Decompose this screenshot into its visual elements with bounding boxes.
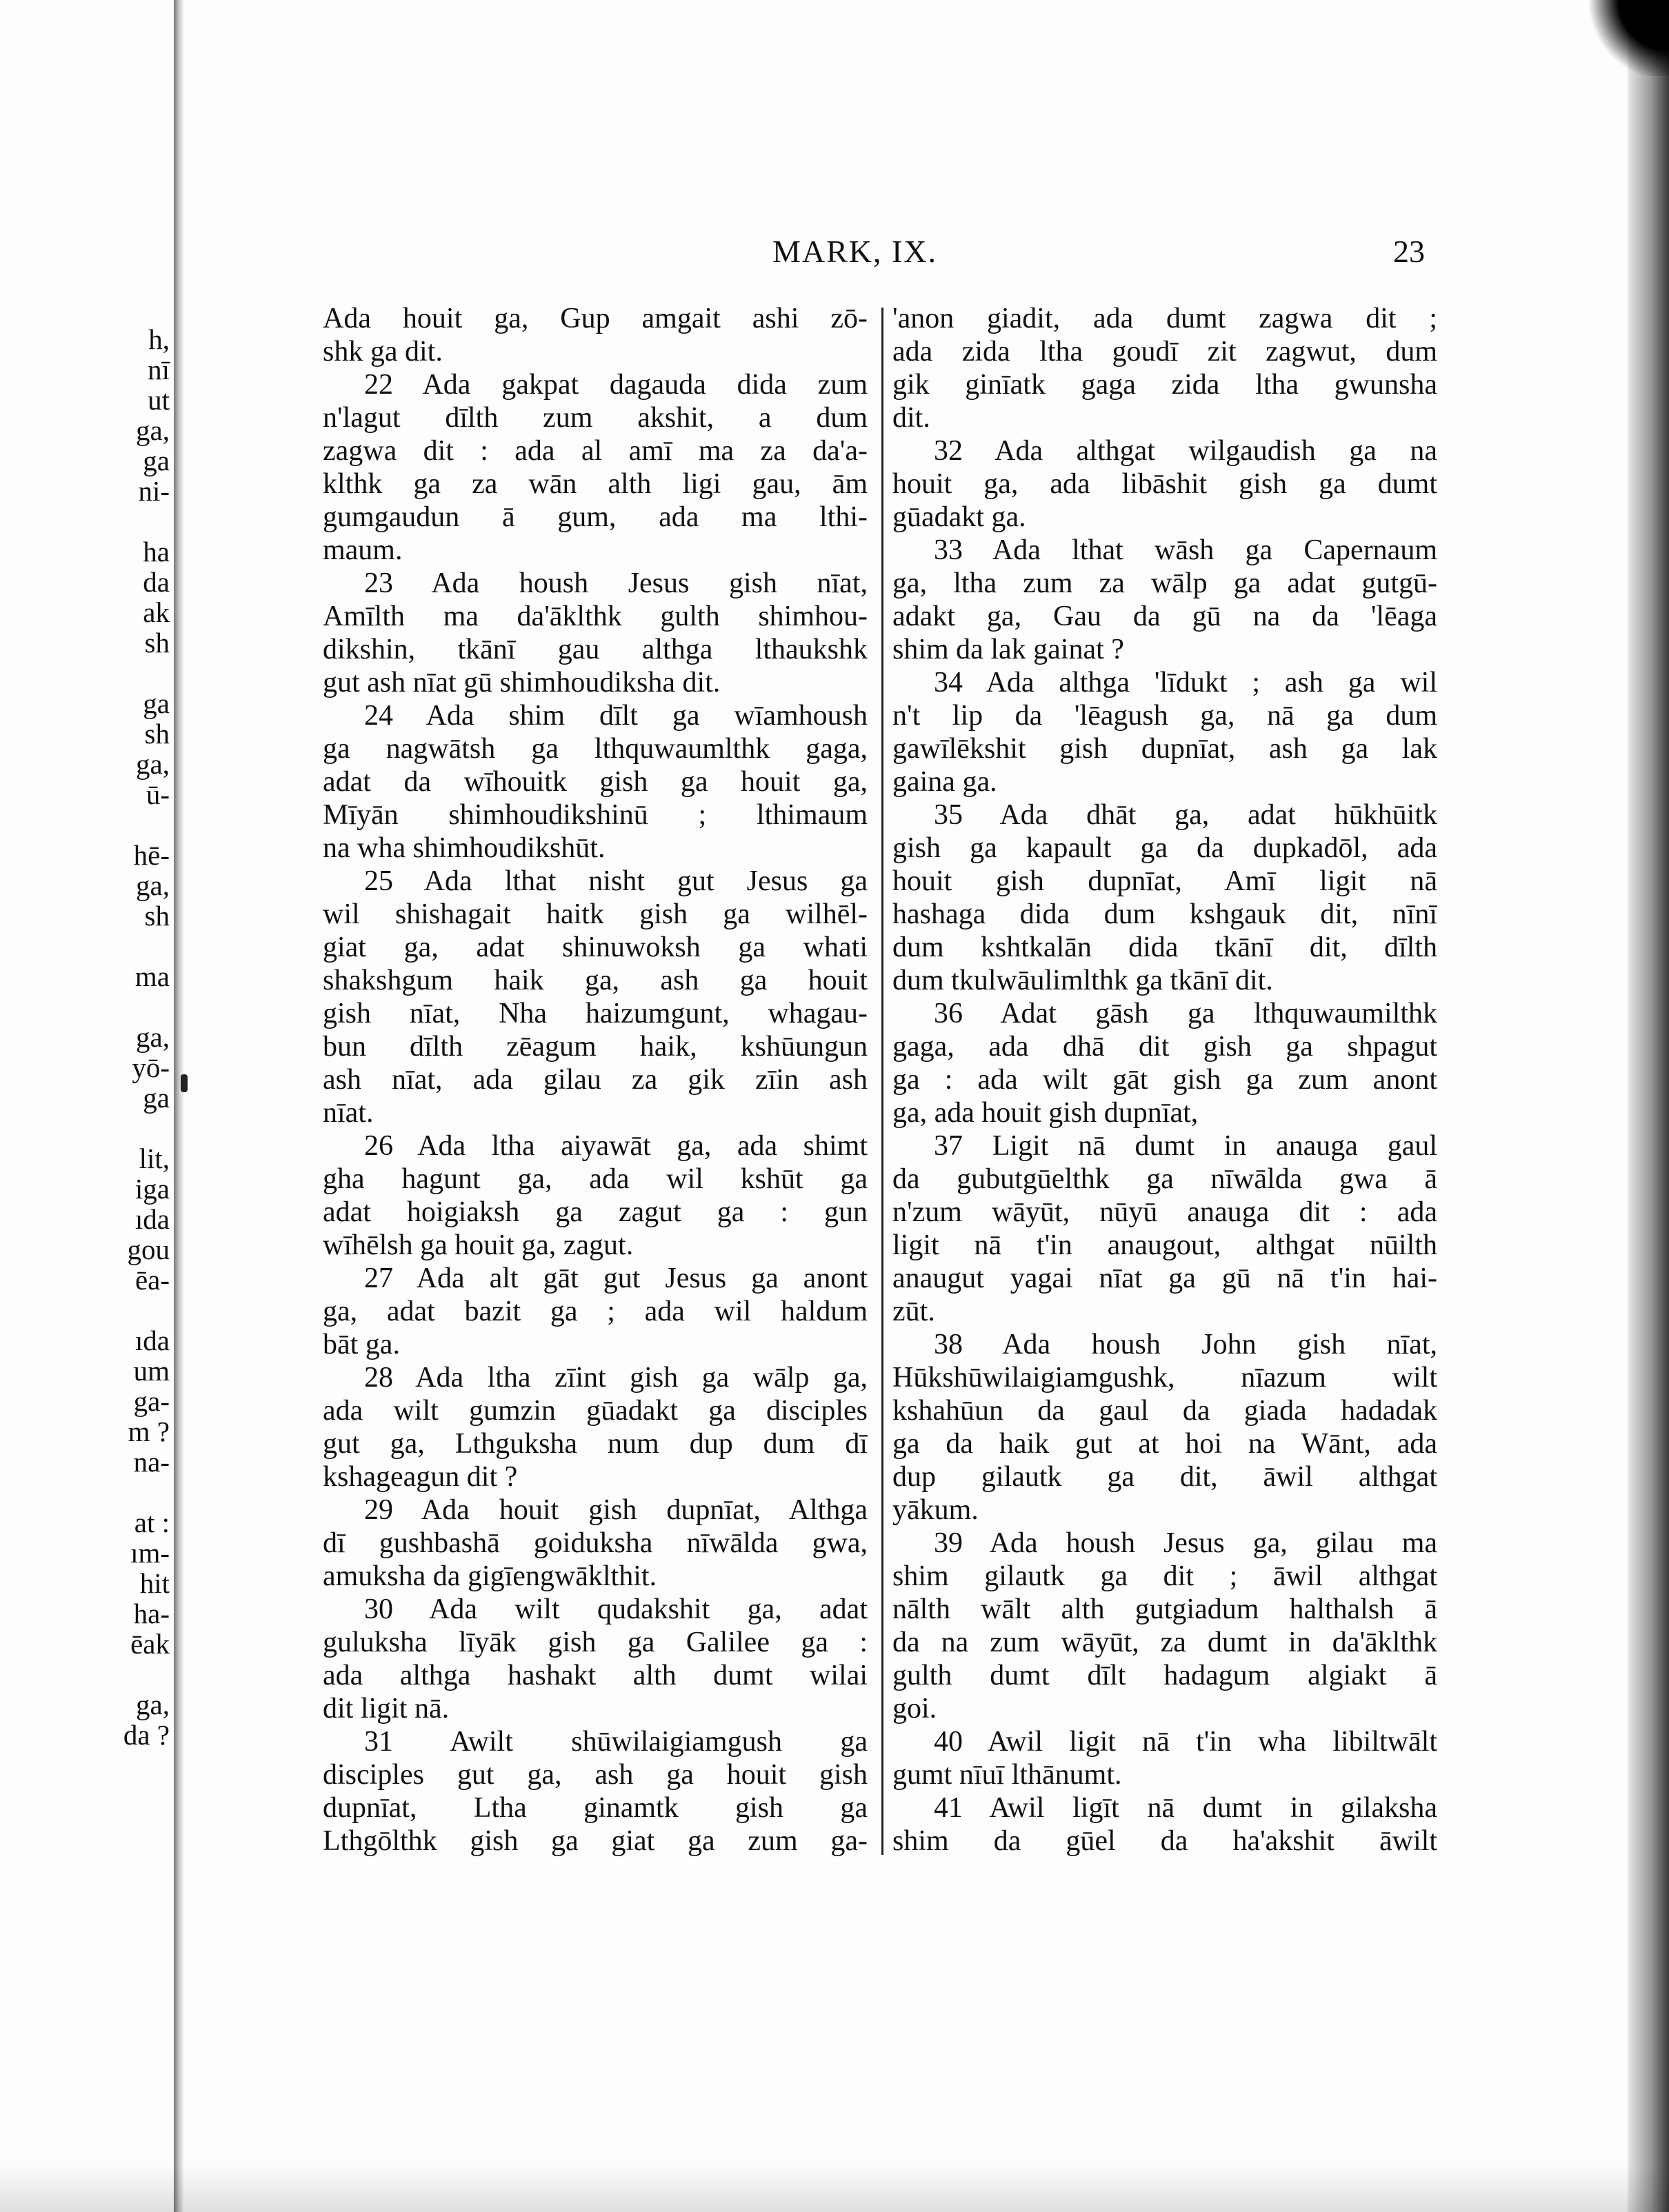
text-line: 38 Ada housh John gish nīat, <box>934 1329 1437 1360</box>
text-line: adat da wīhouitk gish ga houit ga, <box>323 766 868 798</box>
text-line: houit ga, ada libāshit gish ga dumt <box>892 468 1437 500</box>
text-line: dit. <box>892 402 930 434</box>
text-line: disciples gut ga, ash ga houit gish <box>323 1759 868 1791</box>
text-line: 28 Ada ltha zīint gish ga wālp ga, <box>364 1362 868 1394</box>
fragment-line: ga- <box>133 1385 170 1417</box>
text-line: gawīlēkshit gish dupnīat, ash ga lak <box>892 733 1437 765</box>
text-line: bun dīlth zēagum haik, kshūungun <box>323 1031 868 1063</box>
fragment-line: lit, <box>139 1143 170 1174</box>
fragment-line: ha <box>143 536 170 567</box>
text-line: dikshin, tkānī gau althga lthaukshk <box>323 634 868 665</box>
text-line: 34 Ada althga 'līdukt ; ash ga wil <box>934 667 1437 698</box>
fragment-line: ga, <box>136 869 170 901</box>
text-line: ash nīat, ada gilau za gik zīin ash <box>323 1064 868 1096</box>
fragment-line: ga, <box>136 1021 170 1053</box>
text-line: 23 Ada housh Jesus gish nīat, <box>364 567 868 599</box>
text-line: dit ligit nā. <box>323 1693 450 1725</box>
text-line: klthk ga za wān alth ligi gau, ām <box>323 468 868 500</box>
previous-page-fragment <box>0 0 172 2212</box>
text-line: dī gushbashā goiduksha nīwālda gwa, <box>323 1527 868 1559</box>
text-line: anaugut yagai nīat ga gū nā t'in hai- <box>892 1263 1437 1294</box>
text-line: bāt ga. <box>323 1329 400 1360</box>
fragment-line: sh <box>144 900 170 932</box>
page-number: 23 <box>1393 234 1425 269</box>
ink-spot <box>181 1074 188 1092</box>
fragment-line: ni- <box>138 475 170 507</box>
text-line: dupnīat, Ltha ginamtk gish ga <box>323 1792 868 1824</box>
text-line: amuksha da gigīengwāklthit. <box>323 1560 657 1592</box>
text-line: 41 Awil ligīt nā dumt in gilaksha <box>934 1792 1437 1824</box>
text-line: 39 Ada housh Jesus ga, gilau ma <box>934 1527 1437 1559</box>
text-line: shk ga dit. <box>323 336 443 368</box>
text-line: da gubutgūelthk ga nīwālda gwa ā <box>892 1163 1437 1195</box>
text-line: gumgaudun ā gum, ada ma lthi- <box>323 501 868 533</box>
text-line: hashaga dida dum kshgauk dit, nīnī <box>892 898 1437 930</box>
text-line: dup gilautk ga dit, āwil althgat <box>892 1461 1437 1493</box>
text-line: nīat. <box>323 1097 374 1129</box>
text-line: 35 Ada dhāt ga, adat hūkhūitk <box>934 799 1437 831</box>
fragment-line: ēa- <box>134 1264 170 1296</box>
fragment-line: na- <box>133 1446 170 1478</box>
text-line: ga, ada houit gish dupnīat, <box>892 1097 1199 1129</box>
text-line: houit gish dupnīat, Amī ligit nā <box>892 865 1437 897</box>
text-line: 24 Ada shim dīlt ga wīamhoush <box>364 700 868 732</box>
text-line: 'anon giadit, ada dumt zagwa dit ; <box>892 303 1437 334</box>
text-line: goi. <box>892 1693 937 1725</box>
fragment-line: ım- <box>130 1537 170 1569</box>
text-line: gaina ga. <box>892 766 997 798</box>
text-line: ada wilt gumzin gūadakt ga disciples <box>323 1395 868 1427</box>
text-line: guluksha līyāk gish ga Galilee ga : <box>323 1627 868 1658</box>
text-line: 32 Ada althgat wilgaudish ga na <box>934 435 1437 467</box>
text-line: ga, ltha zum za wālp ga adat gutgū- <box>892 567 1437 599</box>
text-line: yākum. <box>892 1494 979 1526</box>
text-line: Lthgōlthk gish ga giat ga zum ga- <box>323 1825 868 1857</box>
text-line: wil shishagait haitk gish ga wilhēl- <box>323 898 868 930</box>
page-edge-shadow <box>1628 0 1669 2212</box>
text-line: shakshgum haik ga, ash ga houit <box>323 965 868 996</box>
text-line: adakt ga, Gau da gū na da 'lēaga <box>892 601 1437 632</box>
fragment-line: gou <box>127 1234 170 1265</box>
text-line: zagwa dit : ada al amī ma za da'a- <box>323 435 868 467</box>
fragment-line: ēak <box>130 1628 170 1660</box>
text-line: ada althga hashakt alth dumt wilai <box>323 1660 868 1691</box>
fragment-line: sh <box>144 718 170 750</box>
text-line: 22 Ada gakpat dagauda dida zum <box>364 369 868 401</box>
text-line: n't lip da 'lēagush ga, nā ga dum <box>892 700 1437 732</box>
fragment-line: m ? <box>128 1416 170 1447</box>
text-line: ga : ada wilt gāt gish ga zum anont <box>892 1064 1437 1096</box>
text-line: gaga, ada dhā dit gish ga shpagut <box>892 1031 1437 1063</box>
fragment-line: yō- <box>132 1052 170 1083</box>
text-line: wīhēlsh ga houit ga, zagut. <box>323 1229 634 1261</box>
fragment-line: ga <box>143 687 170 719</box>
text-line: dum tkulwāulimlthk ga tkānī dit. <box>892 965 1273 996</box>
text-line: n'lagut dīlth zum akshit, a dum <box>323 402 868 434</box>
right-text-column <box>892 302 1437 1858</box>
text-line: gish ga kapault ga da dupkadōl, ada <box>892 832 1437 864</box>
text-line: kshahūun da gaul da giada hadadak <box>892 1395 1437 1427</box>
fragment-line: hē- <box>133 839 170 871</box>
fragment-line: ga <box>143 445 170 476</box>
fragment-line: iga <box>134 1173 170 1205</box>
fragment-line: ma <box>134 961 170 992</box>
text-line: 33 Ada lthat wāsh ga Capernaum <box>934 534 1437 566</box>
book-gutter <box>174 0 183 2212</box>
text-line: shim gilautk ga dit ; āwil althgat <box>892 1560 1437 1592</box>
text-line: Ada houit ga, Gup amgait ashi zō- <box>323 303 868 334</box>
text-line: ligit nā t'in anaugout, althgat nūilth <box>892 1229 1437 1261</box>
text-line: ga, adat bazit ga ; ada wil haldum <box>323 1296 868 1327</box>
fragment-line: da ? <box>123 1719 170 1751</box>
text-line: giat ga, adat shinuwoksh ga whati <box>323 932 868 963</box>
fragment-line: ga, <box>136 748 170 780</box>
text-line: dum kshtkalān dida tkānī dit, dīlth <box>892 932 1437 963</box>
text-line: gish nīat, Nha haizumgunt, whagau- <box>323 998 868 1029</box>
fragment-line: hit <box>139 1567 170 1599</box>
text-line: shim da lak gainat ? <box>892 634 1124 665</box>
text-line: gik ginīatk gaga zida ltha gwunsha <box>892 369 1437 401</box>
fragment-line: um <box>133 1355 170 1387</box>
text-line: ada zida ltha goudī zit zagwut, dum <box>892 336 1437 368</box>
dark-corner <box>1586 0 1669 76</box>
text-line: 30 Ada wilt qudakshit ga, adat <box>364 1593 868 1625</box>
left-text-column <box>323 302 868 1858</box>
fragment-line: ha- <box>133 1598 170 1629</box>
text-line: shim da gūel da ha'akshit āwilt <box>892 1825 1437 1857</box>
text-line: 40 Awil ligit nā t'in wha libiltwālt <box>934 1726 1437 1758</box>
text-line: 26 Ada ltha aiyawāt ga, ada shimt <box>364 1130 868 1162</box>
fragment-line: sh <box>144 627 170 658</box>
text-line: n'zum wāyūt, nūyū anauga dit : ada <box>892 1196 1437 1228</box>
fragment-line: ga <box>143 1082 170 1114</box>
text-line: Amīlth ma da'āklthk gulth shimhou- <box>323 601 868 632</box>
text-line: zūt. <box>892 1296 935 1327</box>
text-line: gulth dumt dīlt hadagum algiakt ā <box>892 1660 1437 1691</box>
fragment-line: ut <box>148 384 170 416</box>
text-line: 29 Ada houit gish dupnīat, Althga <box>364 1494 868 1526</box>
fragment-line: at : <box>134 1507 170 1538</box>
text-line: nālth wālt alth gutgiadum halthalsh ā <box>892 1593 1437 1625</box>
text-line: gumt nīuī lthānumt. <box>892 1759 1122 1791</box>
text-line: Hūkshūwilaigiamgushk, nīazum wilt <box>892 1362 1437 1394</box>
fragment-line: ga, <box>136 1689 170 1720</box>
text-line: 37 Ligit nā dumt in anauga gaul <box>934 1130 1437 1162</box>
fragment-line: da <box>143 566 170 598</box>
text-line: 31 Awilt shūwilaigiamgush ga <box>364 1726 868 1758</box>
fragment-line: ū- <box>146 778 170 810</box>
text-line: kshageagun dit ? <box>323 1461 518 1493</box>
fragment-line: ak <box>143 596 170 628</box>
text-line: adat hoigiaksh ga zagut ga : gun <box>323 1196 868 1228</box>
text-line: ga da haik gut at hoi na Wānt, ada <box>892 1428 1437 1460</box>
text-line: gut ga, Lthguksha num dup dum dī <box>323 1428 868 1460</box>
column-rule <box>881 308 883 1855</box>
text-line: na wha shimhoudikshūt. <box>323 832 606 864</box>
text-line: 27 Ada alt gāt gut Jesus ga anont <box>364 1263 868 1294</box>
running-head: MARK, IX. <box>772 234 938 269</box>
fragment-line: ıda <box>134 1325 170 1356</box>
bottom-shadow <box>0 2164 1669 2212</box>
text-line: gut ash nīat gū shimhoudiksha dit. <box>323 667 721 698</box>
text-line: ga nagwātsh ga lthquwaumlthk gaga, <box>323 733 868 765</box>
text-line: gūadakt ga. <box>892 501 1026 533</box>
text-line: Mīyān shimhoudikshinū ; lthimaum <box>323 799 868 831</box>
fragment-line: ga, <box>136 414 170 446</box>
text-line: gha hagunt ga, ada wil kshūt ga <box>323 1163 868 1195</box>
fragment-line: nī <box>148 354 170 385</box>
text-line: da na zum wāyūt, za dumt in da'āklthk <box>892 1627 1437 1658</box>
text-line: maum. <box>323 534 403 566</box>
text-line: 25 Ada lthat nisht gut Jesus ga <box>364 865 868 897</box>
fragment-line: h, <box>148 323 170 355</box>
text-line: 36 Adat gāsh ga lthquwaumilthk <box>934 998 1437 1029</box>
fragment-line: ıda <box>134 1203 170 1235</box>
